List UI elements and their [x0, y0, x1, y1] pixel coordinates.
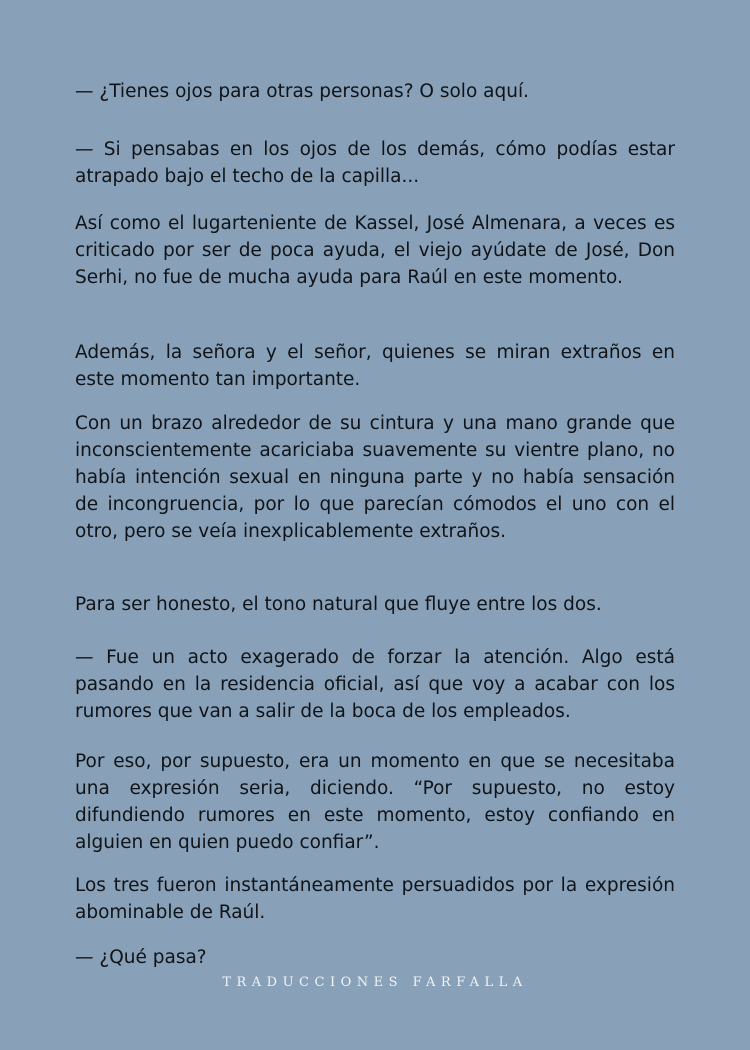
paragraph-6: Para ser honesto, el tono natural que fluye entre los dos. — [75, 594, 602, 615]
paragraph-3: Así como el lugarteniente de Kassel, José Almenara, a veces es criticado por ser de poca ayuda, el viejo ayúdate de José, Don Serhi, no fue de mucha ayuda para Raúl en este momento. — [75, 213, 675, 288]
paragraph-10: — ¿Qué pasa? — [75, 947, 207, 968]
paragraph-8: Por eso, por supuesto, era un momento en que se necesitaba una expresión seria, diciendo. “Por supuesto, no estoy difundiendo rumores en este momento, estoy confiando en alguien en quien puedo confiar”. — [75, 751, 675, 853]
footer-credit: TRADUCCIONES FARFALLA — [222, 975, 528, 990]
paragraph-9: Los tres fueron instantáneamente persuadidos por la expresión abominable de Raúl. — [75, 875, 675, 923]
paragraph-1: — ¿Tienes ojos para otras personas? O solo aquí. — [75, 81, 529, 102]
paragraph-7: — Fue un acto exagerado de forzar la atención. Algo está pasando en la residencia oficial, así que voy a acabar con los rumores que van a salir de la boca de los empleados. — [75, 647, 675, 722]
paragraph-2: — Si pensabas en los ojos de los demás, cómo podías estar atrapado bajo el techo de la capilla... — [75, 139, 675, 187]
paragraph-4: Además, la señora y el señor, quienes se miran extraños en este momento tan importante. — [75, 342, 675, 390]
paragraph-5: Con un brazo alrededor de su cintura y una mano grande que inconscientemente acariciaba suavemente su vientre plano, no había intención sexual en ninguna parte y no había sensación de incongruencia, por lo que parecían cómodos el uno con el otro, pero se veía inexplicablemente extraños. — [75, 413, 675, 542]
